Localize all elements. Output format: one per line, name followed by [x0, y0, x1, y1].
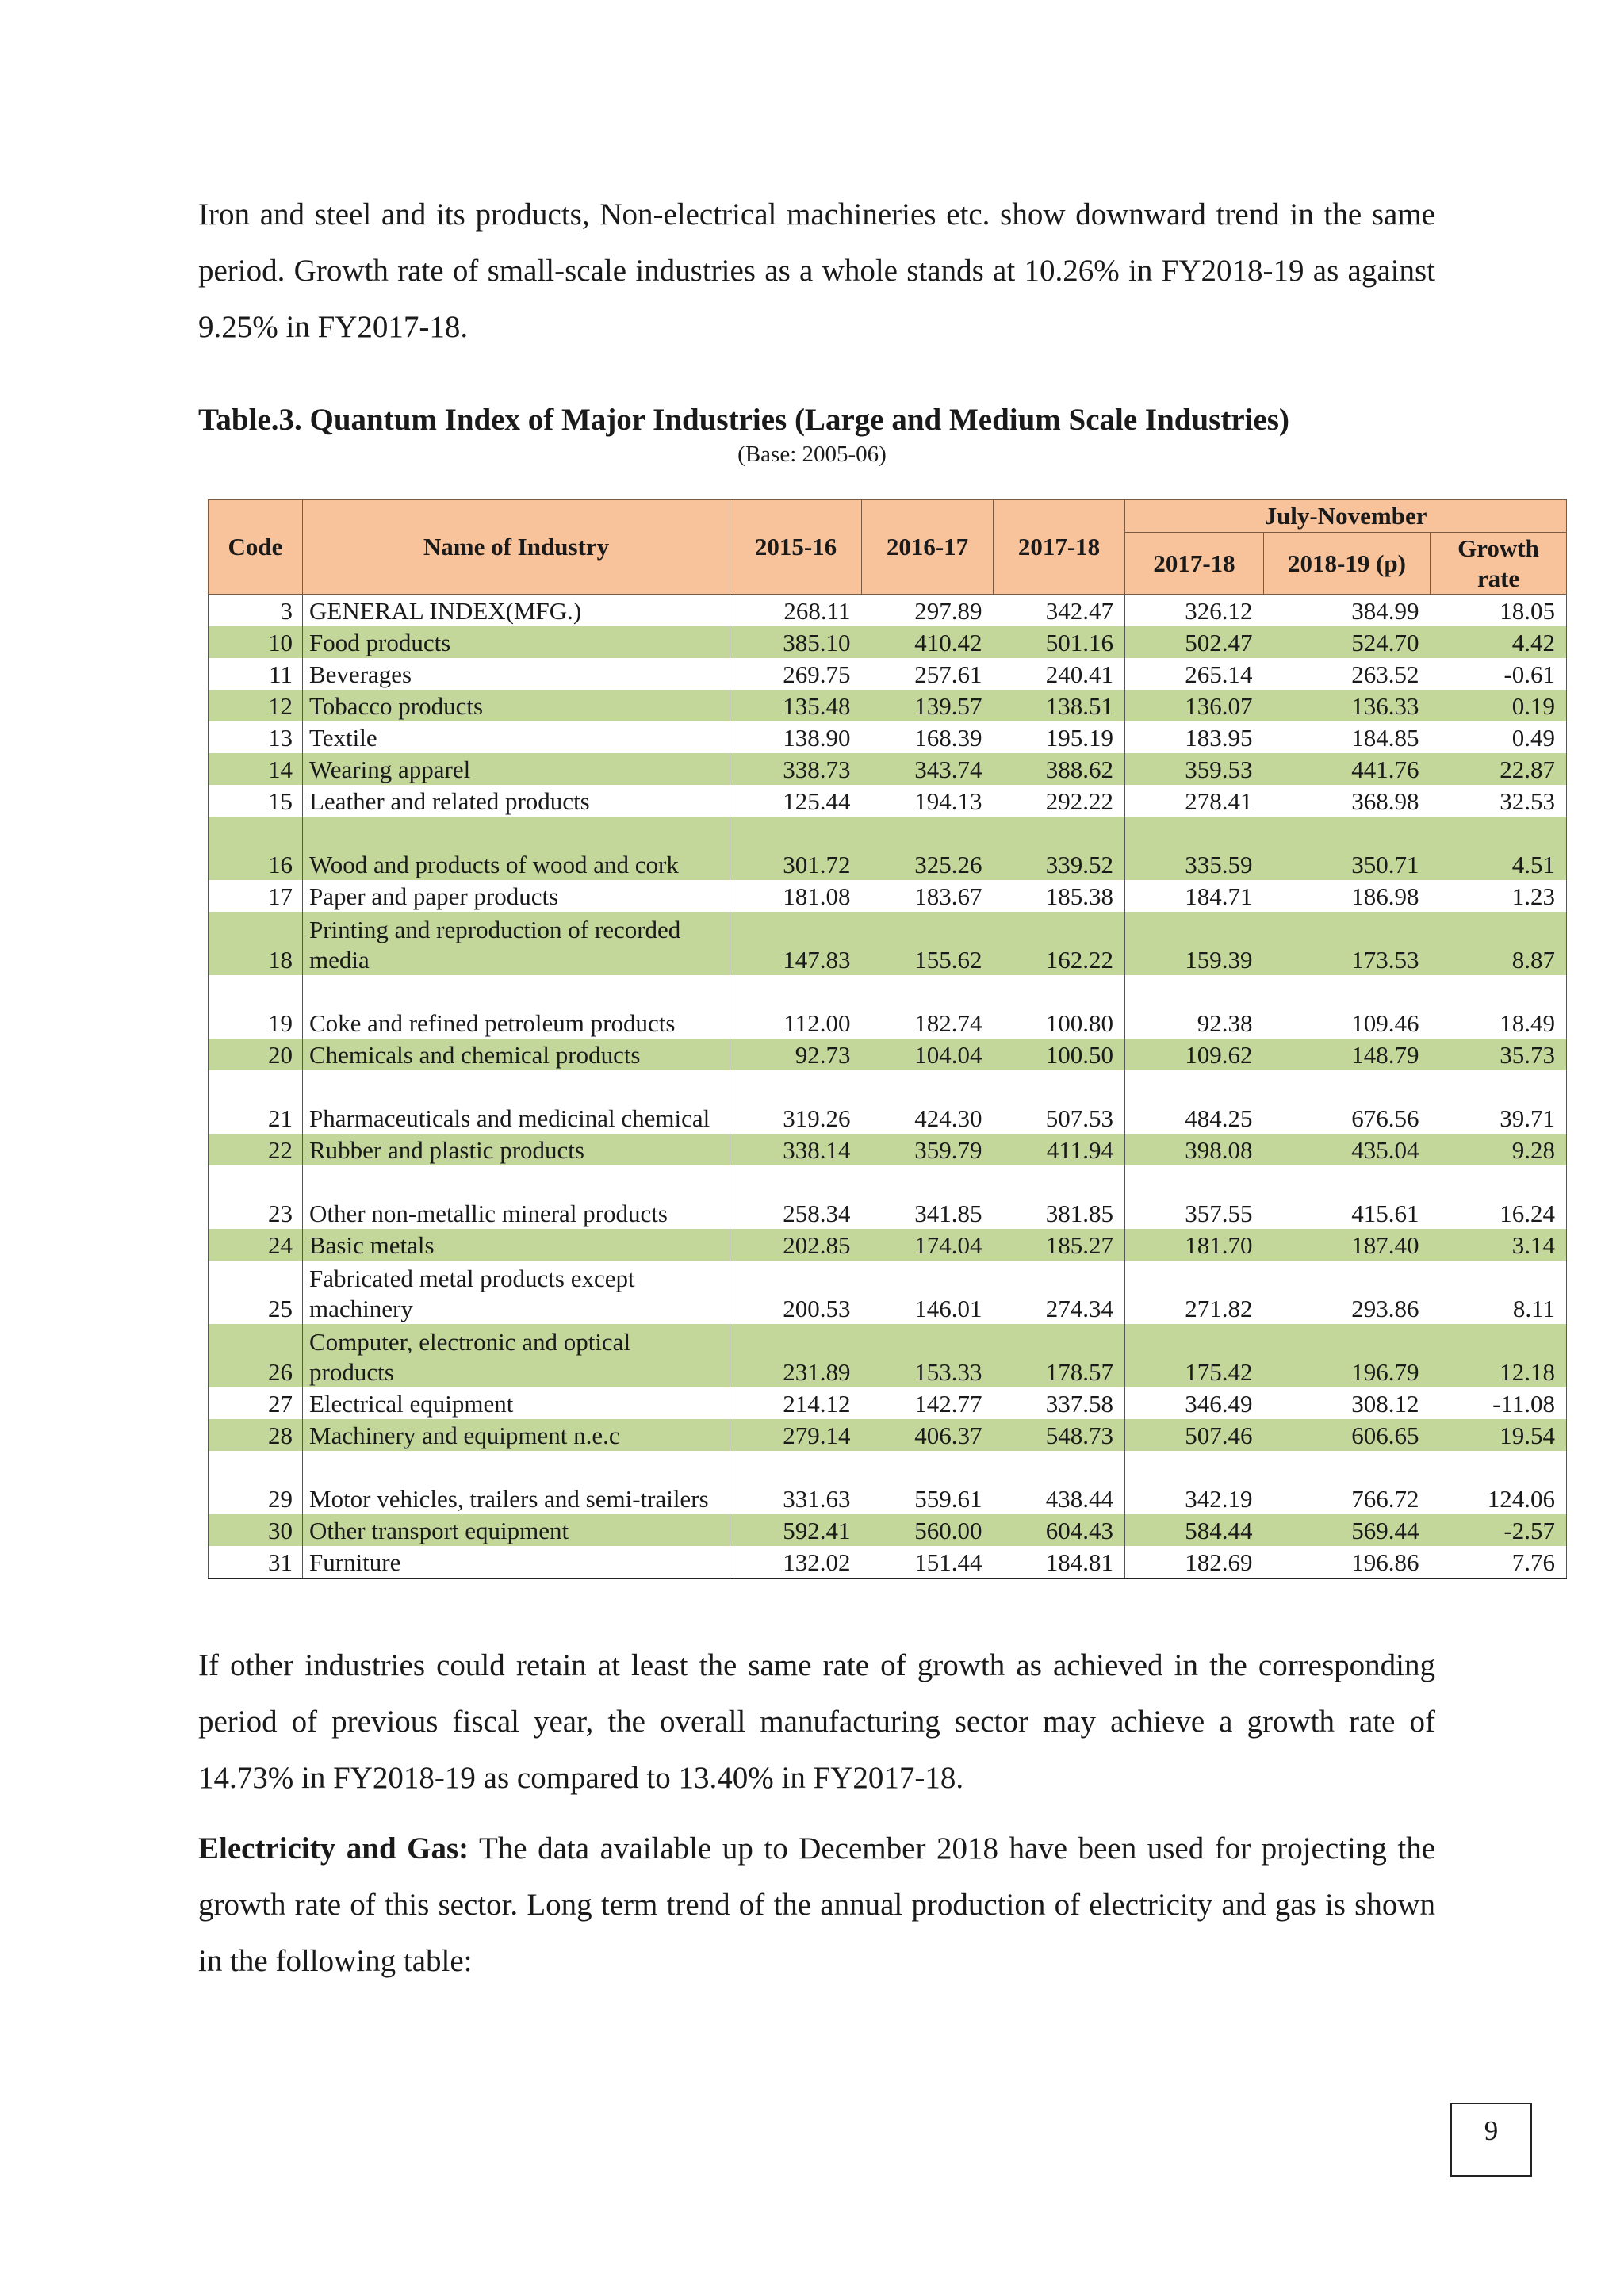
- code-cell: 11: [209, 658, 303, 690]
- value-jn-2017-18-cell: 346.49: [1125, 1387, 1264, 1419]
- industry-name-cell: GENERAL INDEX(MFG.): [303, 595, 730, 627]
- value-2016-17-cell: 194.13: [914, 787, 982, 815]
- industry-name-cell: Pharmaceuticals and medicinal chemical: [303, 1070, 730, 1134]
- value-2015-16-cell: 331.63: [730, 1451, 862, 1514]
- value-2015-16-cell: 231.89: [730, 1324, 862, 1387]
- value-jn-2018-19-cell: 766.72: [1351, 1485, 1419, 1513]
- value-jn-2018-19-cell: 415.61: [1351, 1200, 1419, 1227]
- value-2016-17-cell: 297.89: [914, 597, 982, 625]
- growth-rate-cell: 8.87: [1431, 912, 1567, 975]
- header-jn-2017-18: 2017-18: [1125, 533, 1264, 595]
- value-jn-2018-19-cell: 109.46: [1351, 1009, 1419, 1037]
- value-jn-2017-18-cell: 175.42: [1125, 1324, 1264, 1387]
- value-jn-2017-18-cell: 159.39: [1125, 912, 1264, 975]
- value-2016-17-cell: 424.30: [914, 1104, 982, 1132]
- table-row: [209, 1546, 1567, 1578]
- value-2016-17-cell: 153.33: [862, 1324, 994, 1387]
- value-2016-17-cell: 139.57: [862, 690, 994, 721]
- industry-name-cell: Other transport equipment: [303, 1514, 730, 1546]
- value-2016-17-cell: 182.74: [914, 1009, 982, 1037]
- value-2015-16-cell: 319.26: [730, 1070, 862, 1134]
- value-2015-16-cell: 338.14: [730, 1134, 862, 1165]
- value-2015-16-cell: 214.12: [730, 1387, 862, 1419]
- code-cell: 16: [209, 817, 303, 880]
- industry-name-cell: Leather and related products: [303, 785, 730, 817]
- value-2015-16-cell: 200.53: [730, 1261, 862, 1324]
- header-jn-2018-19: 2018-19 (p): [1264, 533, 1431, 595]
- code-cell: 29: [209, 1451, 303, 1514]
- value-2015-16-cell: 202.85: [730, 1229, 862, 1261]
- value-2017-18-cell: 178.57: [994, 1324, 1125, 1387]
- value-2015-16-cell: 138.90: [730, 721, 862, 753]
- industry-name-cell: Coke and refined petroleum products: [303, 975, 730, 1039]
- value-2017-18-cell: 195.19: [1045, 724, 1113, 752]
- table-row: [209, 1514, 1567, 1546]
- value-jn-2018-19-cell: 196.79: [1264, 1324, 1431, 1387]
- growth-rate-cell: 19.54: [1431, 1419, 1567, 1451]
- growth-rate-cell: 1.23: [1431, 880, 1567, 912]
- value-2015-16-cell: 301.72: [730, 817, 862, 880]
- growth-rate-cell: -11.08: [1431, 1387, 1567, 1419]
- table-row: [209, 817, 1567, 880]
- table-row: [209, 975, 1567, 1039]
- value-jn-2017-18-cell: 335.59: [1125, 817, 1264, 880]
- table-body: [209, 595, 1567, 1579]
- code-cell: 14: [209, 753, 303, 785]
- value-2015-16-cell: 258.34: [730, 1165, 862, 1229]
- header-2017-18: 2017-18: [994, 500, 1125, 595]
- growth-rate-cell: -0.61: [1431, 658, 1567, 690]
- header-july-november: July-November: [1125, 500, 1567, 533]
- value-2016-17-cell: 559.61: [914, 1485, 982, 1513]
- code-cell: 27: [209, 1387, 303, 1419]
- code-cell: 31: [209, 1546, 303, 1578]
- industry-name-cell: Textile: [303, 721, 730, 753]
- value-jn-2018-19-cell: 184.85: [1351, 724, 1419, 752]
- code-cell: 24: [209, 1229, 303, 1261]
- value-2016-17-cell: 142.77: [914, 1390, 982, 1418]
- value-2016-17-cell: 343.74: [862, 753, 994, 785]
- industry-name-cell: Machinery and equipment n.e.c: [303, 1419, 730, 1451]
- growth-rate-cell: 18.49: [1431, 975, 1567, 1039]
- value-2017-18-cell: 381.85: [1045, 1200, 1113, 1227]
- growth-rate-cell: 7.76: [1431, 1546, 1567, 1578]
- growth-rate-cell: 39.71: [1431, 1070, 1567, 1134]
- value-2016-17-cell: 151.44: [862, 1546, 994, 1578]
- code-cell: 18: [209, 912, 303, 975]
- growth-rate-cell: 12.18: [1431, 1324, 1567, 1387]
- value-jn-2018-19-cell: 435.04: [1264, 1134, 1431, 1165]
- value-jn-2018-19-cell: 136.33: [1264, 690, 1431, 721]
- value-2017-18-cell: 604.43: [994, 1514, 1125, 1546]
- growth-rate-cell: 0.49: [1431, 721, 1567, 753]
- value-2017-18-cell: 411.94: [994, 1134, 1125, 1165]
- code-cell: 20: [209, 1039, 303, 1070]
- value-2017-18-cell: 274.34: [1045, 1295, 1113, 1322]
- code-cell: 30: [209, 1514, 303, 1546]
- value-jn-2017-18-cell: 342.19: [1125, 1451, 1264, 1514]
- table-header: [209, 500, 1567, 595]
- table-row: [209, 1165, 1567, 1229]
- growth-rate-cell: 16.24: [1431, 1165, 1567, 1229]
- growth-rate-cell: -2.57: [1431, 1514, 1567, 1546]
- growth-rate-cell: 9.28: [1431, 1134, 1567, 1165]
- industry-name-cell: Tobacco products: [303, 690, 730, 721]
- table-row: [209, 1451, 1567, 1514]
- value-2017-18-cell: 185.38: [1045, 882, 1113, 910]
- value-jn-2017-18-cell: 502.47: [1125, 626, 1264, 658]
- value-2016-17-cell: 341.85: [914, 1200, 982, 1227]
- growth-rate-cell: 3.14: [1431, 1229, 1567, 1261]
- value-2017-18-cell: 438.44: [1045, 1485, 1113, 1513]
- table-row: [209, 880, 1567, 912]
- table-row: [209, 1039, 1567, 1070]
- value-2017-18-cell: 138.51: [994, 690, 1125, 721]
- value-2016-17-cell: 257.61: [914, 660, 982, 688]
- code-cell: 12: [209, 690, 303, 721]
- table-row: [209, 1387, 1567, 1419]
- value-2017-18-cell: 339.52: [994, 817, 1125, 880]
- value-jn-2018-19-cell: 350.71: [1264, 817, 1431, 880]
- header-growth-rate: Growth rate: [1431, 533, 1567, 595]
- growth-rate-cell: 0.19: [1431, 690, 1567, 721]
- value-2015-16-cell: 181.08: [730, 880, 862, 912]
- value-jn-2018-19-cell: 196.86: [1264, 1546, 1431, 1578]
- value-2015-16-cell: 132.02: [730, 1546, 862, 1578]
- electricity-text: The data available up to December 2018 have been used for projecting the growth rate of this sector. Long term trend of the annual production of electricity and gas is shown in the following table:: [198, 1831, 1436, 1978]
- table-row: [209, 1134, 1567, 1165]
- value-jn-2017-18-cell: 398.08: [1125, 1134, 1264, 1165]
- value-jn-2017-18-cell: 109.62: [1125, 1039, 1264, 1070]
- value-2017-18-cell: 388.62: [994, 753, 1125, 785]
- value-jn-2017-18-cell: 326.12: [1125, 595, 1264, 627]
- growth-rate-cell: 18.05: [1431, 595, 1567, 627]
- header-2016-17: 2016-17: [862, 500, 994, 595]
- table-row: [209, 1229, 1567, 1261]
- growth-rate-cell: 4.51: [1431, 817, 1567, 880]
- value-2017-18-cell: 501.16: [994, 626, 1125, 658]
- value-2017-18-cell: 100.50: [994, 1039, 1125, 1070]
- electricity-paragraph: [198, 1820, 1435, 1989]
- industry-name-cell: Computer, electronic and optical products: [303, 1324, 730, 1387]
- value-2017-18-cell: 507.53: [1045, 1104, 1113, 1132]
- header-name: Name of Industry: [303, 500, 730, 595]
- table-row: [209, 785, 1567, 817]
- value-2015-16-cell: 592.41: [730, 1514, 862, 1546]
- table-row: [209, 626, 1567, 658]
- value-2016-17-cell: 146.01: [914, 1295, 982, 1322]
- table-row: [209, 1070, 1567, 1134]
- value-jn-2018-19-cell: 173.53: [1264, 912, 1431, 975]
- growth-rate-cell: 4.42: [1431, 626, 1567, 658]
- value-2017-18-cell: 185.27: [994, 1229, 1125, 1261]
- value-jn-2018-19-cell: 148.79: [1264, 1039, 1431, 1070]
- value-jn-2018-19-cell: 524.70: [1264, 626, 1431, 658]
- value-2016-17-cell: 410.42: [862, 626, 994, 658]
- table-row: [209, 912, 1567, 975]
- value-2017-18-cell: 162.22: [994, 912, 1125, 975]
- value-2015-16-cell: 125.44: [730, 785, 862, 817]
- value-jn-2017-18-cell: 507.46: [1125, 1419, 1264, 1451]
- code-cell: 23: [209, 1165, 303, 1229]
- value-jn-2017-18-cell: 359.53: [1125, 753, 1264, 785]
- value-jn-2017-18-cell: 182.69: [1125, 1546, 1264, 1578]
- value-2015-16-cell: 269.75: [730, 658, 862, 690]
- table-row: [209, 595, 1567, 627]
- table-title: Table.3. Quantum Index of Major Industries (Large and Medium Scale Industries): [198, 403, 1289, 437]
- value-jn-2017-18-cell: 584.44: [1125, 1514, 1264, 1546]
- value-2017-18-cell: 240.41: [1045, 660, 1113, 688]
- code-cell: 10: [209, 626, 303, 658]
- code-cell: 21: [209, 1070, 303, 1134]
- value-jn-2018-19-cell: 441.76: [1264, 753, 1431, 785]
- value-jn-2018-19-cell: 187.40: [1264, 1229, 1431, 1261]
- value-2017-18-cell: 100.80: [1045, 1009, 1113, 1037]
- electricity-heading: Electricity and Gas:: [198, 1831, 469, 1866]
- manufacturing-paragraph: If other industries could retain at least the same rate of growth as achieved in the corresponding period of previous fiscal year, the overall manufacturing sector may achieve a growth rate of 14.73% in FY2018-19 as compared to 13.40% in FY2017-18.: [198, 1648, 1435, 1795]
- value-2016-17-cell: 104.04: [862, 1039, 994, 1070]
- intro-paragraph: Iron and steel and its products, Non-electrical machineries etc. show downward trend in the same period. Growth rate of small-scale industries as a whole stands at 10.26% in FY2018-19 as against 9.25% in FY2017-18.: [198, 197, 1435, 344]
- value-jn-2018-19-cell: 186.98: [1351, 882, 1419, 910]
- value-jn-2017-18-cell: 357.55: [1125, 1165, 1264, 1229]
- growth-rate-cell: 124.06: [1431, 1451, 1567, 1514]
- value-2015-16-cell: 338.73: [730, 753, 862, 785]
- value-jn-2017-18-cell: 484.25: [1125, 1070, 1264, 1134]
- growth-rate-cell: 35.73: [1431, 1039, 1567, 1070]
- value-jn-2017-18-cell: 181.70: [1125, 1229, 1264, 1261]
- table-row: [209, 658, 1567, 690]
- growth-rate-cell: 8.11: [1431, 1261, 1567, 1324]
- industry-name-cell: Paper and paper products: [303, 880, 730, 912]
- value-2015-16-cell: 279.14: [730, 1419, 862, 1451]
- table-row: [209, 1324, 1567, 1387]
- value-2016-17-cell: 168.39: [914, 724, 982, 752]
- value-2016-17-cell: 155.62: [862, 912, 994, 975]
- value-2017-18-cell: 548.73: [994, 1419, 1125, 1451]
- industry-name-cell: Other non-metallic mineral products: [303, 1165, 730, 1229]
- value-2017-18-cell: 292.22: [1045, 787, 1113, 815]
- value-jn-2018-19-cell: 368.98: [1351, 787, 1419, 815]
- value-2015-16-cell: 92.73: [730, 1039, 862, 1070]
- growth-rate-cell: 22.87: [1431, 753, 1567, 785]
- value-jn-2018-19-cell: 263.52: [1351, 660, 1419, 688]
- value-2016-17-cell: 406.37: [862, 1419, 994, 1451]
- industry-name-cell: Printing and reproduction of recorded media: [303, 912, 730, 975]
- industry-name-cell: Wood and products of wood and cork: [303, 817, 730, 880]
- code-cell: 22: [209, 1134, 303, 1165]
- table-subtitle: (Base: 2005-06): [737, 442, 887, 467]
- code-cell: 3: [209, 595, 303, 627]
- table-row: [209, 1261, 1567, 1324]
- table-row: [209, 1419, 1567, 1451]
- value-2015-16-cell: 147.83: [730, 912, 862, 975]
- industry-name-cell: Beverages: [303, 658, 730, 690]
- value-2016-17-cell: 560.00: [862, 1514, 994, 1546]
- industry-name-cell: Food products: [303, 626, 730, 658]
- code-cell: 26: [209, 1324, 303, 1387]
- value-2017-18-cell: 337.58: [1045, 1390, 1113, 1418]
- value-2015-16-cell: 135.48: [730, 690, 862, 721]
- value-jn-2017-18-cell: 265.14: [1125, 658, 1264, 690]
- code-cell: 17: [209, 880, 303, 912]
- industry-name-cell: Wearing apparel: [303, 753, 730, 785]
- value-2017-18-cell: 342.47: [1045, 597, 1113, 625]
- value-2017-18-cell: 184.81: [994, 1546, 1125, 1578]
- industry-name-cell: Motor vehicles, trailers and semi-trailers: [303, 1451, 730, 1514]
- value-jn-2017-18-cell: 92.38: [1125, 975, 1264, 1039]
- value-jn-2017-18-cell: 184.71: [1125, 880, 1264, 912]
- growth-rate-cell: 32.53: [1431, 785, 1567, 817]
- code-cell: 13: [209, 721, 303, 753]
- value-jn-2018-19-cell: 293.86: [1351, 1295, 1419, 1322]
- header-code: Code: [209, 500, 303, 595]
- table-row: [209, 753, 1567, 785]
- value-2015-16-cell: 385.10: [730, 626, 862, 658]
- quantum-index-table: [208, 499, 1567, 1579]
- header-2015-16: 2015-16: [730, 500, 862, 595]
- table-row: [209, 721, 1567, 753]
- industry-name-cell: Rubber and plastic products: [303, 1134, 730, 1165]
- value-jn-2018-19-cell: 384.99: [1351, 597, 1419, 625]
- value-jn-2018-19-cell: 606.65: [1264, 1419, 1431, 1451]
- industry-name-cell: Fabricated metal products except machinery: [303, 1261, 730, 1324]
- code-cell: 15: [209, 785, 303, 817]
- value-jn-2018-19-cell: 676.56: [1351, 1104, 1419, 1132]
- industry-name-cell: Chemicals and chemical products: [303, 1039, 730, 1070]
- value-jn-2017-18-cell: 136.07: [1125, 690, 1264, 721]
- value-jn-2017-18-cell: 271.82: [1125, 1261, 1264, 1324]
- industry-name-cell: Electrical equipment: [303, 1387, 730, 1419]
- value-2015-16-cell: 268.11: [730, 595, 862, 627]
- value-2016-17-cell: 183.67: [914, 882, 982, 910]
- value-2016-17-cell: 359.79: [862, 1134, 994, 1165]
- value-jn-2018-19-cell: 308.12: [1351, 1390, 1419, 1418]
- value-2016-17-cell: 174.04: [862, 1229, 994, 1261]
- code-cell: 25: [209, 1261, 303, 1324]
- page-number: 9: [1450, 2103, 1532, 2177]
- value-jn-2017-18-cell: 278.41: [1125, 785, 1264, 817]
- code-cell: 28: [209, 1419, 303, 1451]
- industry-name-cell: Furniture: [303, 1546, 730, 1578]
- code-cell: 19: [209, 975, 303, 1039]
- industry-name-cell: Basic metals: [303, 1229, 730, 1261]
- value-jn-2018-19-cell: 569.44: [1264, 1514, 1431, 1546]
- value-2015-16-cell: 112.00: [730, 975, 862, 1039]
- value-2016-17-cell: 325.26: [862, 817, 994, 880]
- value-jn-2017-18-cell: 183.95: [1125, 721, 1264, 753]
- table-row: [209, 690, 1567, 721]
